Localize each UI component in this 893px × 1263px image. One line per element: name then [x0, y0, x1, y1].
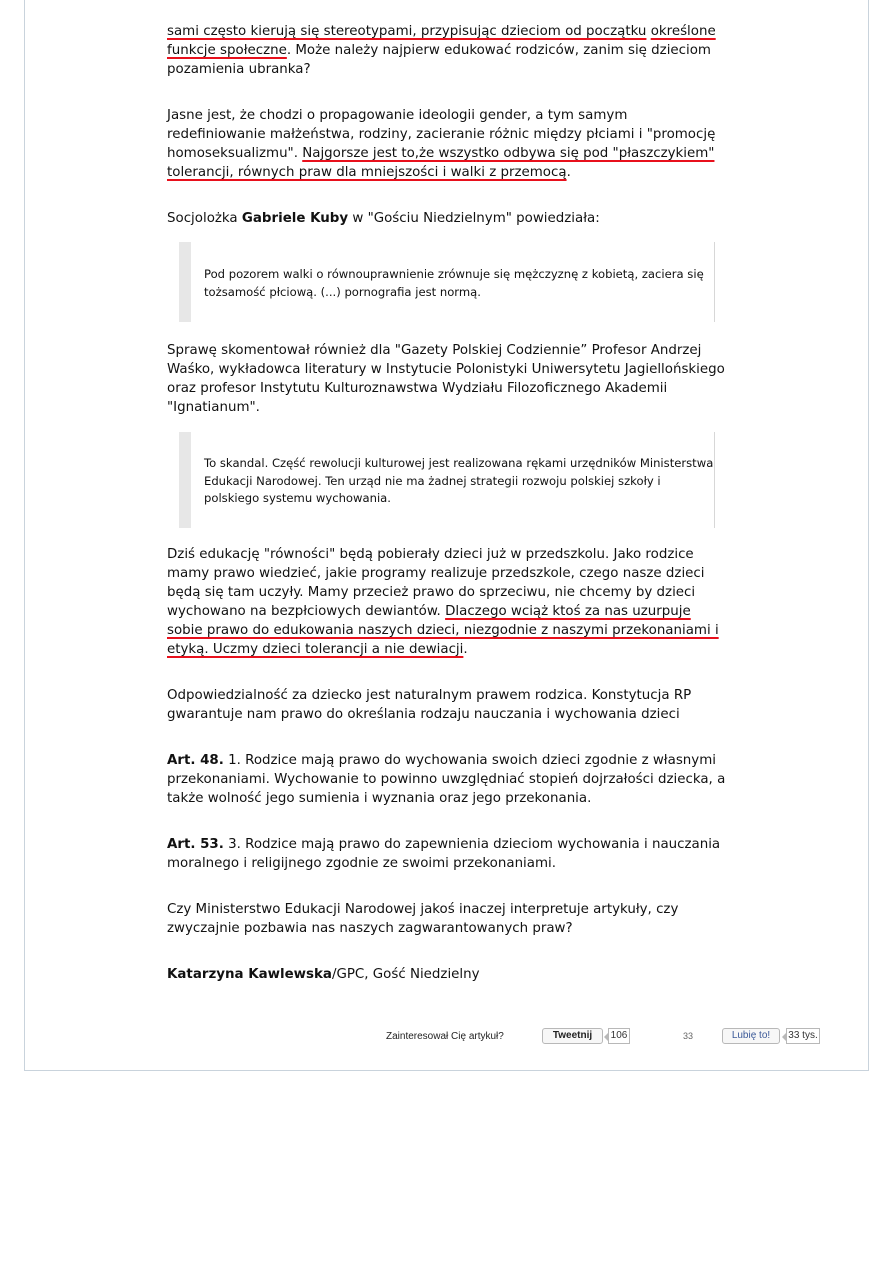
tweet-count: 106	[608, 1028, 630, 1044]
paragraph-question: Czy Ministerstwo Edukacji Narodowej jakoś inaczej interpretuje artykuły, czy zwyczajnie pozbawia nas naszych zagwarantowanych praw?	[167, 902, 679, 936]
paragraph-gender: Jasne jest, że chodzi o propagowanie ideologii gender, a tym samym redefiniowanie małżeństwa, rodziny, zacieranie różnic między płciami i "promocję homoseksualizmu". Najgorsze jest to,że wszystko odbywa się pod "płaszczykiem" tolerancji, równych praw dla mniejszości i walki z przemocą.	[167, 108, 716, 180]
share-bar	[0, 1028, 893, 1046]
paragraph-wasko: Sprawę skomentował również dla "Gazety Polskiej Codziennie” Profesor Andrzej Waśko, wykładowca literatury w Instytucie Polonistyki Uniwersytetu Jagiellońskiego oraz profesor Instytutu Kulturoznawstwa Wydziału Filozoficznego Akademii "Ignatianum".	[167, 343, 725, 415]
paragraph-stereotypes: sami często kierują się stereotypami, przypisując dzieciom od początku określone funkcje społeczne. Może należy najpierw edukować rodziców, zanim się dzieciom pozamienia ubranka?	[167, 24, 716, 77]
plus-count: 33	[683, 1031, 694, 1041]
article-53: Art. 53. 3. Rodzice mają prawo do zapewnienia dzieciom wychowania i nauczania moralnego i religijnego zgodnie ze swoimi przekonaniami.	[167, 837, 721, 871]
quote-text: Pod pozorem walki o równouprawnienie zrównuje się mężczyznę z kobietą, zaciera się tożsamość płciową. (...) pornografia jest normą.	[204, 267, 704, 299]
article-label: Art. 53.	[167, 837, 224, 852]
paragraph-kuby-intro: Socjolożka Gabriele Kuby w "Gościu Niedzielnym" powiedziała:	[167, 211, 600, 226]
blockquote-kuby	[179, 242, 715, 322]
paragraph-kindergarten: Dziś edukację "równości" będą pobierały dzieci już w przedszkolu. Jako rodzice mamy prawo wiedzieć, jakie programy realizuje przedszkole, czego nasze dzieci będą się tam uczyły. Mamy przecież prawo do sprzeciwu, nie chcemy by dzieci wychowano na bezpłciowych dewiantów. Dlaczego wciąż ktoś za nas uzurpuje sobie prawo do edukowania naszych dzieci, niezgodnie z naszymi przekonaniami i etyką. Uczmy dzieci tolerancji a nie dewiacji.	[167, 547, 719, 657]
paragraph-constitution: Odpowiedzialność za dziecko jest naturalnym prawem rodzica. Konstytucja RP gwarantuje nam prawo do określania rodzaju nauczania i wychowania dzieci	[167, 688, 692, 722]
highlight-underline: Dlaczego wciąż ktoś za nas uzurpuje sobie prawo do edukowania naszych dzieci, niezgodnie z naszymi przekonaniami i etyką. Uczmy dzieci tolerancji a nie dewiacji	[167, 604, 719, 657]
highlight-underline: określone funkcje społeczne	[167, 24, 716, 58]
person-name: Gabriele Kuby	[241, 211, 349, 226]
tweet-button[interactable]: Tweetnij	[542, 1028, 603, 1044]
article-body	[167, 22, 729, 984]
author-name: Katarzyna Kawlewska	[167, 967, 332, 982]
like-count: 33 tys.	[786, 1028, 820, 1044]
article-48: Art. 48. 1. Rodzice mają prawo do wychowania swoich dzieci zgodnie z własnymi przekonaniami. Wychowanie to powinno uwzględniać stopień dojrzałości dziecka, a także wolność jego sumienia i wyznania oraz jego przekonania.	[167, 753, 726, 806]
author-line	[167, 965, 729, 984]
quote-text: To skandal. Część rewolucji kulturowej jest realizowana rękami urzędników Ministerstwa Edukacji Narodowej. Ten urząd nie ma żadnej strategii rozwoju polskiej szkoły i polskiego systemu wychowania.	[204, 456, 714, 505]
highlight-underline: sami często kierują się stereotypami, przypisując dzieciom od początku	[167, 24, 647, 39]
share-prompt: Zainteresował Cię artykuł?	[386, 1031, 504, 1042]
article-label: Art. 48.	[167, 753, 224, 768]
author-source: /GPC, Gość Niedzielny	[331, 967, 480, 982]
like-button[interactable]: Lubię to!	[722, 1028, 780, 1044]
highlight-underline: Najgorsze jest to,że wszystko odbywa się pod "płaszczykiem" tolerancji, równych praw dla mniejszości i walki z przemocą	[167, 146, 715, 180]
blockquote-wasko	[179, 432, 715, 528]
